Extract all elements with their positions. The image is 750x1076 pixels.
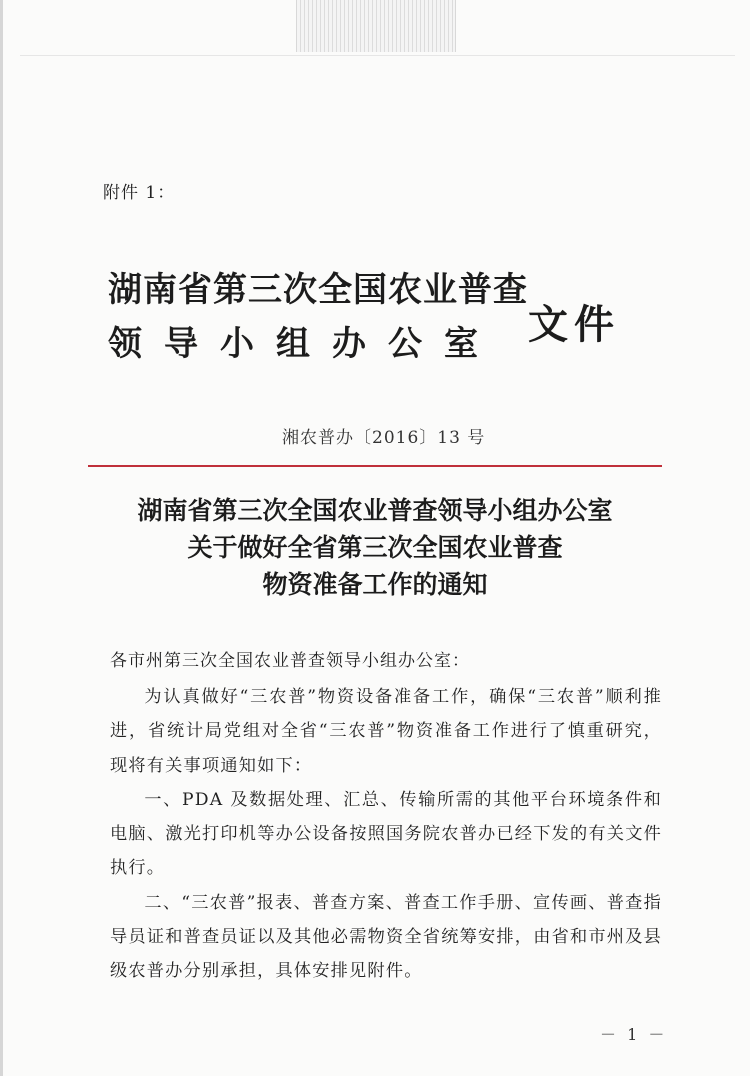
issuing-authority: [108, 268, 528, 366]
title-line-2: 关于做好全省第三次全国农业普查: [187, 533, 563, 562]
page-number: － 1 －: [600, 1025, 668, 1044]
body-text: [110, 680, 662, 989]
salutation: 各市州第三次全国农业普查领导小组办公室：: [110, 651, 470, 671]
document-title: [80, 492, 670, 603]
scan-edge: [0, 0, 3, 1076]
issuer-line-2: 领导小组办公室: [108, 324, 500, 364]
paragraph-item-2: 二、“三农普”报表、普查方案、普查工作手册、宣传画、普查指导员证和普查员证以及其他必需物资全省统筹安排，由省和市州及县级农普办分别承担，具体安排见附件。: [110, 892, 662, 982]
title-line-1: 湖南省第三次全国农业普查领导小组办公室: [137, 496, 613, 525]
title-line-3: 物资准备工作的通知: [262, 570, 488, 599]
paragraph-item-1: 一、PDA 及数据处理、汇总、传输所需的其他平台环境条件和电脑、激光打印机等办公设备按照国务院农普办已经下发的有关文件执行。: [110, 789, 662, 879]
scanner-feed-mark: [296, 0, 456, 52]
document-word: 文件: [528, 302, 620, 348]
issuer-line-1: 湖南省第三次全国农业普查: [108, 270, 528, 310]
scan-line: [20, 55, 735, 56]
red-separator-rule: [88, 465, 662, 467]
attachment-label: 附件 1：: [103, 183, 176, 203]
document-number: 湘农普办〔2016〕13 号: [282, 428, 486, 448]
paragraph-intro: 为认真做好“三农普”物资设备准备工作，确保“三农普”顺利推进，省统计局党组对全省“三农普”物资准备工作进行了慎重研究，现将有关事项通知如下：: [110, 687, 662, 776]
